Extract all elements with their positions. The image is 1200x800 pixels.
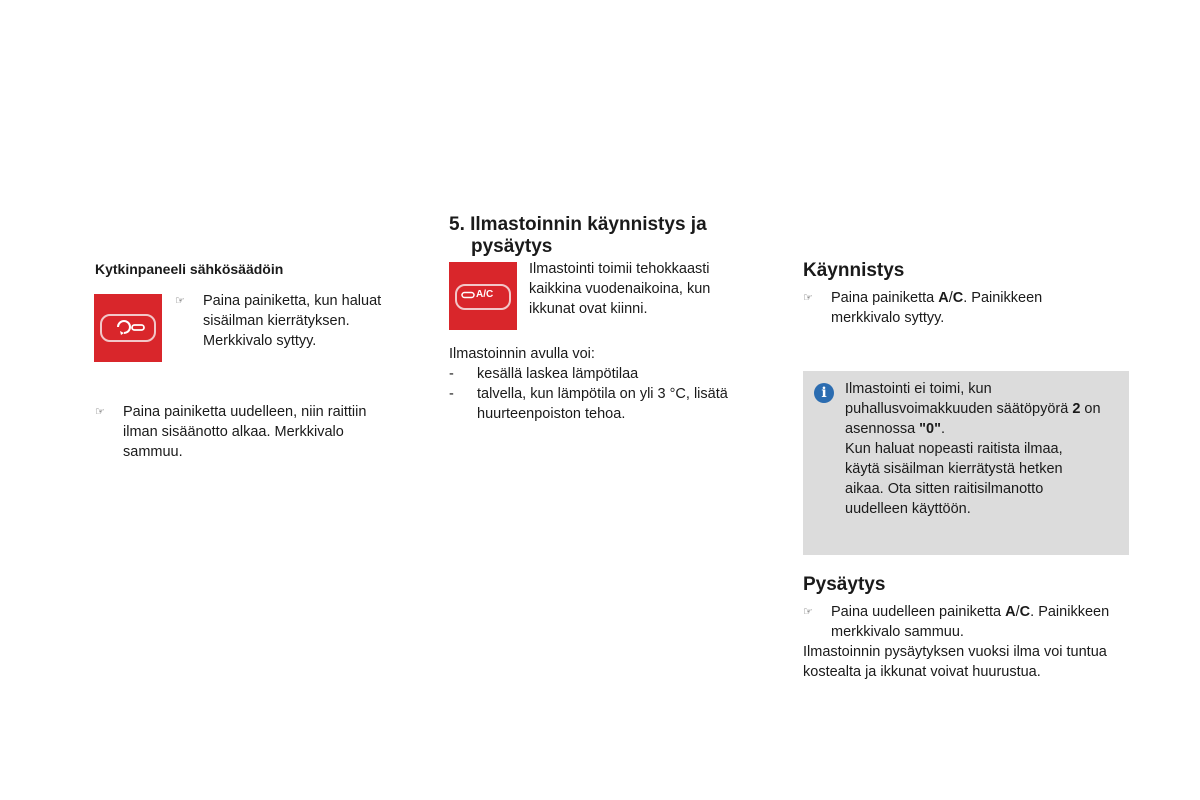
section-heading-switch-panel: Kytkinpaneeli sähkösäädöin: [95, 261, 284, 277]
ac-uses: [449, 344, 769, 424]
pointing-hand-icon: ☞: [803, 292, 813, 304]
recirculation-icon: [112, 316, 148, 338]
section-heading-ac: 5. Ilmastoinnin käynnistys ja pysäytys: [449, 214, 707, 257]
stop-after-text: Ilmastoinnin pysäytyksen vuoksi ilma voi tuntua kostealta ja ikkunat voivat huurustua.: [803, 644, 1107, 680]
recirculation-button-image: [94, 294, 162, 362]
ac-button-image: [449, 262, 517, 330]
ac-intro: Ilmastointi toimii tehokkaasti kaikkina vuodenaikoina, kun ikkunat ovat kiinni.: [529, 261, 711, 317]
list-item: - talvella, kun lämpötila on yli 3 °C, lisätä huurteenpoiston tehoa.: [449, 386, 728, 422]
pointing-hand-icon: ☞: [175, 295, 185, 307]
pointing-hand-icon: ☞: [95, 406, 105, 418]
stop-bullet: ☞ Paina uudelleen painiketta A/C. Painikkeen merkkivalo sammuu. Ilmastoinnin pysäytyksen vuoksi ilma voi tuntua kostealta ja ikkunat voivat huurustua.: [803, 602, 1143, 682]
info-note-text: Ilmastointi ei toimi, kun puhallusvoimakkuuden säätöpyörä 2 on asennossa "0". Kun haluat nopeasti raitista ilmaa, käytä sisäilman kierrätystä hetken aikaa. Ota sitten raitisilmanotto uudelleen käyttöön.: [845, 381, 1101, 517]
fan-glyph-icon: [461, 291, 475, 299]
stop-heading: Pysäytys: [803, 574, 886, 595]
left-bullet-1: ☞ Paina painiketta, kun haluat sisäilman kierrätyksen. Merkkivalo syttyy.: [175, 293, 382, 349]
info-icon: i: [814, 383, 834, 403]
info-note: [803, 371, 1129, 555]
ac-uses-lead: Ilmastoinnin avulla voi:: [449, 346, 595, 362]
ac-button-label: A/C: [476, 289, 494, 300]
left-bullet-2: ☞ Paina painiketta uudelleen, niin raittiin ilman sisäänotto alkaa. Merkkivalo sammuu.: [95, 404, 367, 460]
start-bullet: ☞ Paina painiketta A/C. Painikkeen merkkivalo syttyy.: [803, 290, 1043, 326]
list-item: - kesällä laskea lämpötilaa: [449, 366, 639, 382]
pointing-hand-icon: ☞: [803, 606, 813, 618]
start-heading: Käynnistys: [803, 260, 905, 281]
